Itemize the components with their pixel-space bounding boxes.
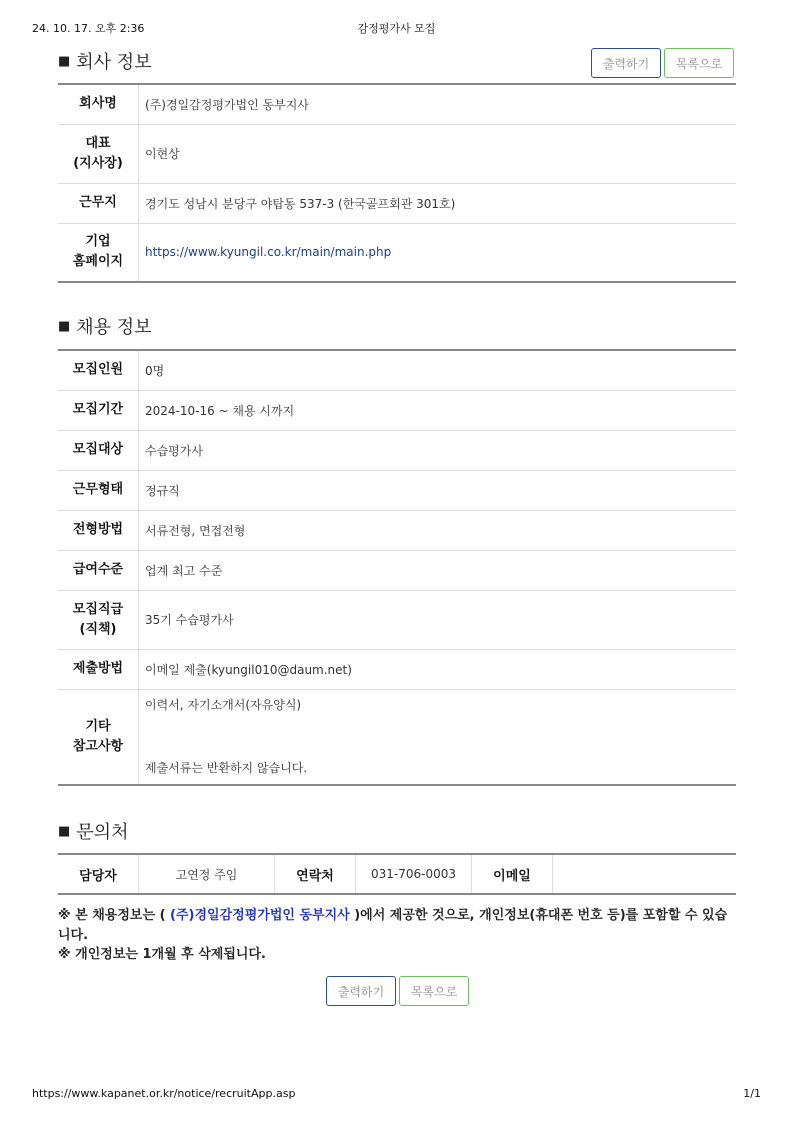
row-label: 급여수준 [58,550,139,590]
manager-label: 담당자 [58,854,139,894]
table-row [58,390,736,430]
contact-section-title: ■ 문의처 [58,822,129,843]
row-label: 전형방법 [58,510,139,550]
row-label: 기타 참고사항 [58,689,139,785]
row-label: 제출방법 [58,649,139,689]
table-row [58,84,736,124]
table-row [58,183,736,223]
row-label: 대표 (지사장) [58,124,139,183]
table-row [58,854,736,894]
table-row [58,350,736,390]
recruit-info-table [58,349,736,786]
row-value: 수습평가사 [139,430,737,470]
table-row [58,223,736,282]
ceo-value: 이현상 [139,124,737,183]
table-row [58,649,736,689]
square-bullet-icon: ■ [58,318,71,334]
email-label: 이메일 [472,854,553,894]
row-label: 기업 홈페이지 [58,223,139,282]
notice-company: (주)경일감정평가법인 동부지사 [170,908,350,923]
list-button-top[interactable]: 목록으로 [664,48,734,78]
row-value: 이메일 제출(kyungil010@daum.net) [139,649,737,689]
row-value: 업계 최고 수준 [139,550,737,590]
phone-value: 031-706-0003 [356,854,472,894]
row-value: 이력서, 자기소개서(자유양식) 제출서류는 반환하지 않습니다. [145,697,308,775]
phone-label: 연락처 [275,854,356,894]
workplace-value: 경기도 성남시 분당구 야탑동 537-3 (한국골프회관 301호) [139,183,737,223]
notice-line-2: ※ 개인정보는 1개월 후 삭제됩니다. [58,947,266,962]
page-count: 1/1 [743,1087,761,1100]
square-bullet-icon: ■ [58,53,71,69]
row-value: 35기 수습평가사 [139,590,737,649]
print-datetime: 24. 10. 17. 오후 2:36 [32,22,145,35]
homepage-cell [139,223,737,282]
row-label: 모집기간 [58,390,139,430]
table-row [58,124,736,183]
row-label: 모집인원 [58,350,139,390]
print-button-bottom[interactable]: 출력하기 [326,976,396,1006]
row-label: 모집대상 [58,430,139,470]
table-row [58,689,736,785]
print-button-top[interactable]: 출력하기 [591,48,661,78]
list-button-bottom[interactable]: 목록으로 [399,976,469,1006]
email-value [553,854,737,894]
company-name-value: (주)경일감정평가법인 동부지사 [139,84,737,124]
manager-value: 고연정 주임 [139,854,275,894]
company-info-table [58,83,736,283]
table-row [58,470,736,510]
print-footer [32,1087,761,1103]
contact-table [58,853,736,895]
row-label: 모집직급 (직책) [58,590,139,649]
print-header [32,20,761,36]
square-bullet-icon: ■ [58,823,71,839]
row-value: 2024-10-16 ~ 채용 시까지 [139,390,737,430]
notice-line-1: ※ 본 채용정보는 ( (주)경일감정평가법인 동부지사 )에서 제공한 것으로, 개인정보(휴대폰 번호 등)를 포함할 수 있습니다. [58,908,728,943]
row-label: 근무형태 [58,470,139,510]
row-label: 회사명 [58,84,139,124]
print-url: https://www.kapanet.or.kr/notice/recruitApp.asp [32,1087,296,1100]
row-label: 근무지 [58,183,139,223]
row-value: 0명 [139,350,737,390]
row-value: 정규직 [139,470,737,510]
homepage-link[interactable]: https://www.kyungil.co.kr/main/main.php [145,245,392,260]
table-row [58,550,736,590]
table-row [58,590,736,649]
table-row [58,510,736,550]
privacy-notice [58,906,738,965]
table-row [58,430,736,470]
recruit-section-title: ■ 채용 정보 [58,317,152,338]
row-value: 서류전형, 면접전형 [139,510,737,550]
company-section-title: ■ 회사 정보 [58,52,152,73]
print-page-title: 감정평가사 모집 [357,22,436,35]
